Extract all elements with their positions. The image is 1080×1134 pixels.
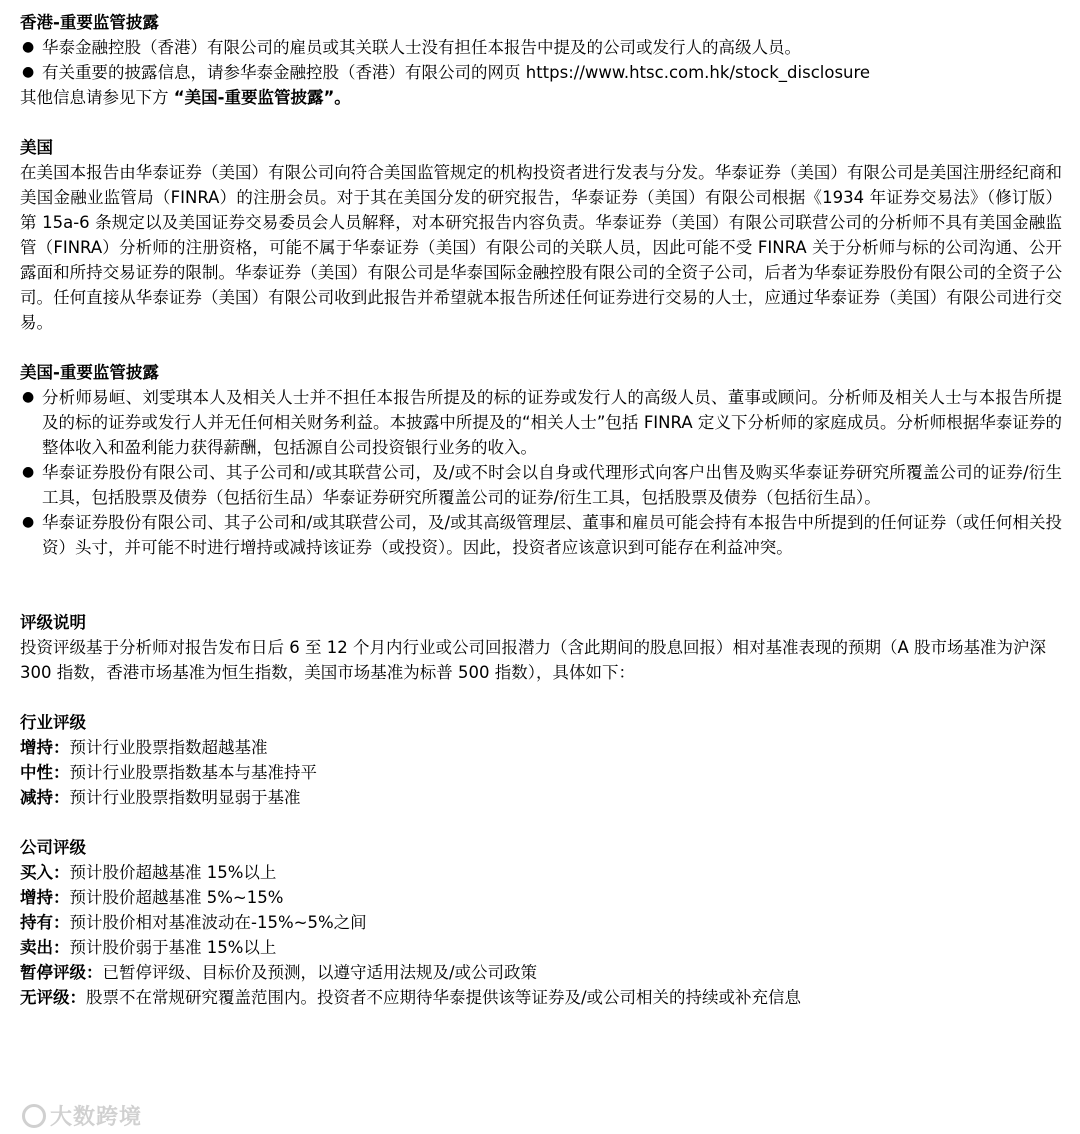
company-rating-row [20,885,1062,910]
bullet-icon: ● [22,389,35,405]
us-bullet-text: 华泰证券股份有限公司、其子公司和/或其联营公司，及/或不时会以自身或代理形式向客户出售及购买华泰证券研究所覆盖公司的证券/衍生工具，包括股票及债券（包括衍生品）华泰证券研究所覆盖公司的证券/衍生工具，包括股票及债券（包括衍生品）。 [42,463,1062,507]
company-rating-heading: 公司评级 [20,838,86,857]
industry-rating-row [20,785,1062,810]
disclosure-page [20,10,1062,1010]
list-item [20,385,1062,460]
rating-text: 预计股价相对基准波动在-15%~5%之间 [69,913,367,932]
rating-text: 预计股价超越基准 5%~15% [69,888,284,907]
hk-note [20,85,1062,110]
hk-disclosure-heading: 香港-重要监管披露 [20,13,159,32]
company-rating-row [20,960,1062,985]
hk-note-prefix: 其他信息请参见下方 [20,88,174,107]
rating-text: 预计股价超越基准 15%以上 [69,863,277,882]
rating-text: 预计行业股票指数基本与基准持平 [69,763,317,782]
rating-label: 买入： [20,863,70,882]
bullet-icon: ● [22,464,35,480]
rating-label: 卖出： [20,938,70,957]
list-item [20,460,1062,510]
us-bullet-text: 华泰证券股份有限公司、其子公司和/或其联营公司，及/或其高级管理层、董事和雇员可能会持有本报告中所提到的任何证券（或任何相关投资）头寸，并可能不时进行增持或减持该证券（或投资）。因此，投资者应该意识到可能存在利益冲突。 [42,513,1062,557]
industry-rating-row [20,735,1062,760]
hk-disclosure-section [20,10,1062,110]
rating-label: 减持： [20,788,70,807]
rating-explanation-paragraph: 投资评级基于分析师对报告发布日后 6 至 12 个月内行业或公司回报潜力（含此期间的股息回报）相对基准表现的预期（A 股市场基准为沪深 300 指数，香港市场基准为恒生指数，美国市场基准为标普 500 指数），具体如下： [20,638,1047,682]
hk-disclosure-list [20,35,1062,85]
industry-rating-heading: 行业评级 [20,713,86,732]
rating-explanation-heading: 评级说明 [20,613,86,632]
us-section [20,135,1062,335]
us-heading: 美国 [20,138,53,157]
bullet-icon: ● [22,64,35,80]
us-disclosure-heading: 美国-重要监管披露 [20,363,159,382]
list-item [20,60,1062,85]
us-disclosure-list [20,385,1062,560]
company-rating-section [20,835,1062,1010]
rating-label: 中性： [20,763,70,782]
bullet-icon: ● [22,39,35,55]
industry-rating-section [20,710,1062,810]
rating-label: 增持： [20,738,70,757]
rating-text: 股票不在常规研究覆盖范围内。投资者不应期待华泰提供该等证券及/或公司相关的持续或补充信息 [86,988,802,1007]
company-rating-row [20,935,1062,960]
watermark-logo-icon [22,1104,46,1128]
rating-label: 持有： [20,913,70,932]
rating-label: 暂停评级： [20,963,103,982]
rating-label: 增持： [20,888,70,907]
rating-label: 无评级： [20,988,86,1007]
list-item [20,510,1062,560]
rating-explanation-section [20,610,1062,685]
list-item [20,35,1062,60]
company-rating-row [20,860,1062,885]
hk-note-emph: “美国-重要监管披露”。 [173,88,351,107]
rating-text: 预计行业股票指数超越基准 [69,738,268,757]
hk-bullet-text: 华泰金融控股（香港）有限公司的雇员或其关联人士没有担任本报告中提及的公司或发行人的高级人员。 [42,38,801,57]
rating-text: 已暂停评级、目标价及预测，以遵守适用法规及/或公司政策 [102,963,538,982]
industry-rating-row [20,760,1062,785]
bullet-icon: ● [22,514,35,530]
company-rating-row [20,985,1062,1010]
watermark [22,1100,142,1131]
us-paragraph: 在美国本报告由华泰证券（美国）有限公司向符合美国监管规定的机构投资者进行发表与分发。华泰证券（美国）有限公司是美国注册经纪商和美国金融业监管局（FINRA）的注册会员。对于其在美国分发的研究报告，华泰证券（美国）有限公司根据《1934 年证券交易法》（修订版）第 15a-6 条规定以及美国证券交易委员会人员解释，对本研究报告内容负责。华泰证券（美国）有限公司联营公司的分析师不具有美国金融监管（FINRA）分析师的注册资格，可能不属于华泰证券（美国）有限公司的关联人员，因此可能不受 FINRA 关于分析师与标的公司沟通、公开露面和所持交易证券的限制。华泰证券（美国）有限公司是华泰国际金融控股有限公司的全资子公司，后者为华泰证券股份有限公司的全资子公司。任何直接从华泰证券（美国）有限公司收到此报告并希望就本报告所述任何证券进行交易的人士，应通过华泰证券（美国）有限公司进行交易。 [20,163,1062,332]
watermark-text: 大数跨境 [50,1105,143,1130]
rating-text: 预计股价弱于基准 15%以上 [69,938,277,957]
company-rating-row [20,910,1062,935]
us-bullet-text: 分析师易峘、刘雯琪本人及相关人士并不担任本报告所提及的标的证券或发行人的高级人员、董事或顾问。分析师及相关人士与本报告所提及的标的证券或发行人并无任何相关财务利益。本披露中所提及的“相关人士”包括 FINRA 定义下分析师的家庭成员。分析师根据华泰证券的整体收入和盈利能力获得薪酬，包括源自公司投资银行业务的收入。 [42,388,1062,457]
hk-bullet-text: 有关重要的披露信息，请参华泰金融控股（香港）有限公司的网页 https://www.htsc.com.hk/stock_disclosure [42,63,871,82]
us-disclosure-section [20,360,1062,560]
rating-text: 预计行业股票指数明显弱于基准 [69,788,301,807]
